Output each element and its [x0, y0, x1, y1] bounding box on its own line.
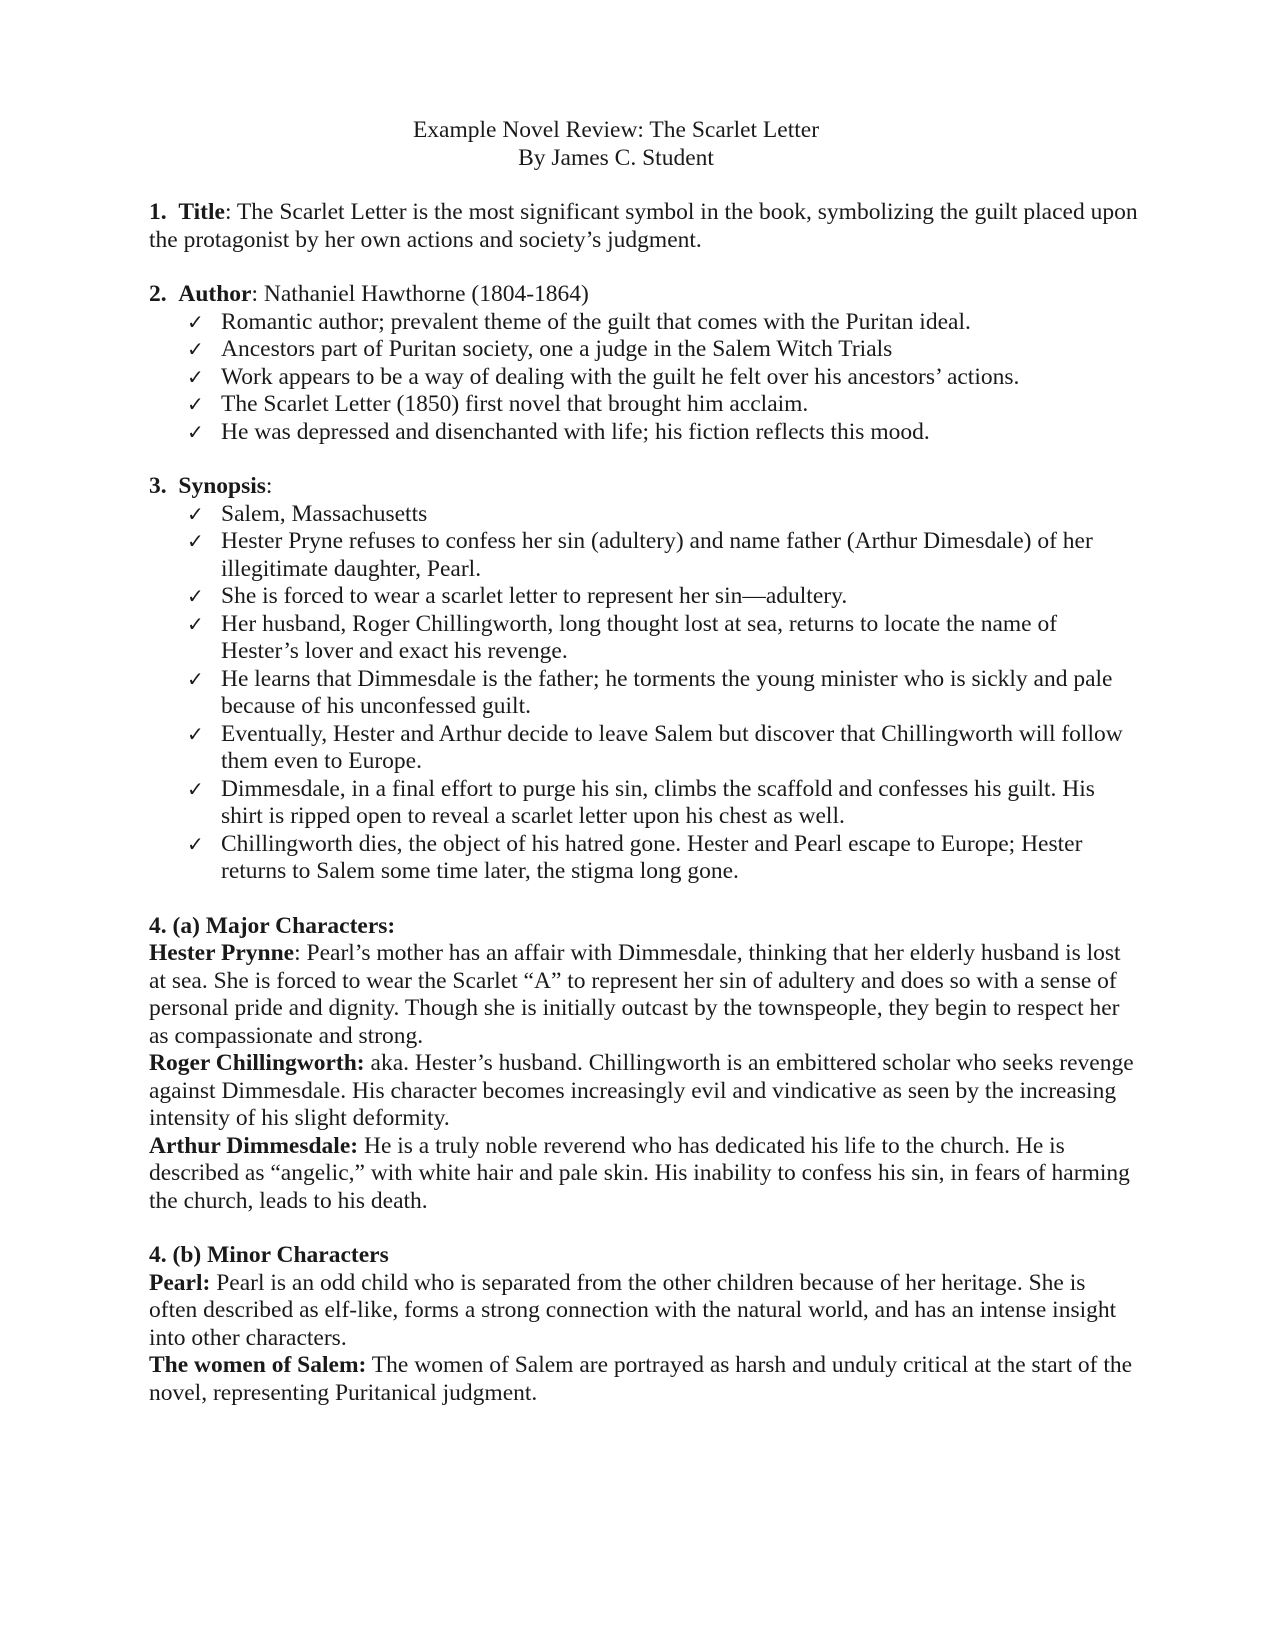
check-mark-icon: ✓	[187, 392, 204, 416]
character-description: The women of Salem are portrayed as harsh and unduly critical at the start of the novel, representing Puritanical judgment.	[149, 1352, 1133, 1406]
section-number: 1.	[149, 199, 167, 225]
section-minor-characters	[149, 1242, 1139, 1407]
synopsis-bullet-list	[149, 501, 1139, 886]
author-bullet-list	[149, 309, 1139, 447]
document-title: Example Novel Review: The Scarlet Letter	[412, 117, 820, 143]
document-page	[149, 117, 1139, 1407]
section-major-characters	[149, 913, 1139, 1216]
character-entry	[149, 1050, 1139, 1133]
section-text: : The Scarlet Letter is the most significant symbol in the book, symbolizing the guilt placed upon the protagonist by her own actions and society’s judgment.	[149, 199, 1138, 253]
check-mark-icon: ✓	[187, 584, 204, 608]
section-label: Synopsis	[178, 473, 266, 499]
list-item: ✓ Eventually, Hester and Arthur decide to leave Salem but discover that Chillingworth will follow them even to Europe.	[187, 720, 1123, 774]
section-heading: 4. (a) Major Characters:	[149, 912, 396, 939]
character-name: Roger Chillingworth:	[149, 1050, 365, 1076]
section-synopsis	[149, 473, 1139, 886]
section-title	[149, 199, 1139, 254]
section-label: Title	[178, 199, 225, 225]
check-mark-icon: ✓	[187, 309, 204, 334]
character-entry	[149, 1133, 1139, 1216]
list-item: ✓ The Scarlet Letter (1850) first novel that brought him acclaim.	[187, 391, 809, 417]
section-label: Author	[178, 281, 252, 307]
character-entry	[149, 940, 1139, 1050]
list-item: ✓ Dimmesdale, in a final effort to purge his sin, climbs the scaffold and confesses his guilt. His shirt is ripped open to reveal a scarlet letter upon his chest as well.	[187, 775, 1095, 829]
check-mark-icon: ✓	[187, 776, 204, 801]
list-item: ✓ Chillingworth dies, the object of his hatred gone. Hester and Pearl escape to Europe; Hester returns to Salem some time later, the stigma long gone.	[187, 830, 1083, 884]
character-description: : Pearl’s mother has an affair with Dimmesdale, thinking that her elderly husband is lost at sea. She is forced to wear the Scarlet “A” to represent her sin of adultery and does so with a sense of personal pride and dignity. Though she is initially outcast by the townspeople, they begin to respect her as compassionate and strong.	[149, 940, 1121, 1049]
section-heading: 4. (b) Minor Characters	[149, 1242, 389, 1268]
section-author	[149, 281, 1139, 446]
character-name: Arthur Dimmesdale:	[149, 1132, 359, 1159]
character-description: He is a truly noble reverend who has dedicated his life to the church. He is described as “angelic,” with white hair and pale skin. His inability to confess his sin, in fears of harming the church, leads to his death.	[149, 1132, 1130, 1214]
document-header	[121, 117, 1111, 172]
section-text: : Nathaniel Hawthorne (1804-1864)	[251, 281, 589, 307]
document-byline: By James C. Student	[518, 144, 714, 171]
check-mark-icon: ✓	[187, 721, 204, 746]
check-mark-icon: ✓	[187, 501, 204, 526]
list-item: ✓ Romantic author; prevalent theme of the guilt that comes with the Puritan ideal.	[187, 308, 971, 335]
section-number: 2.	[149, 281, 167, 307]
list-item: ✓ Salem, Massachusetts	[187, 500, 428, 527]
character-name: Hester Prynne	[149, 940, 295, 966]
check-mark-icon: ✓	[187, 337, 204, 361]
section-number: 3.	[149, 473, 167, 499]
character-entry	[149, 1270, 1139, 1353]
character-entry	[149, 1352, 1139, 1407]
list-item: ✓ Her husband, Roger Chillingworth, long thought lost at sea, returns to locate the name of Hester’s lover and exact his revenge.	[187, 610, 1058, 664]
check-mark-icon: ✓	[187, 611, 204, 636]
list-item: ✓ Ancestors part of Puritan society, one a judge in the Salem Witch Trials	[187, 336, 893, 362]
character-name: Pearl:	[149, 1269, 211, 1296]
list-item: ✓ Work appears to be a way of dealing with the guilt he felt over his ancestors’ actions.	[187, 363, 1020, 390]
check-mark-icon: ✓	[187, 364, 204, 389]
check-mark-icon: ✓	[187, 529, 204, 553]
character-description: aka. Hester’s husband. Chillingworth is an embittered scholar who seeks revenge against Dimmesdale. His character becomes increasingly evil and vindicative as seen by the increasing intensity of his slight deformity.	[149, 1050, 1134, 1131]
list-item: ✓ She is forced to wear a scarlet letter to represent her sin—adultery.	[187, 583, 848, 609]
list-item: ✓ Hester Pryne refuses to confess her sin (adultery) and name father (Arthur Dimesdale) of her illegitimate daughter, Pearl.	[187, 528, 1093, 582]
check-mark-icon: ✓	[187, 419, 204, 444]
list-item: ✓ He was depressed and disenchanted with life; his fiction reflects this mood.	[187, 418, 930, 445]
list-item: ✓ He learns that Dimmesdale is the father; he torments the young minister who is sickly and pale because of his unconfessed guilt.	[187, 665, 1113, 719]
check-mark-icon: ✓	[187, 666, 204, 691]
check-mark-icon: ✓	[187, 831, 204, 856]
character-description: Pearl is an odd child who is separated from the other children because of her heritage. She is often described as elf-like, forms a strong connection with the natural world, and has an intense insight into other characters.	[149, 1269, 1117, 1351]
section-text: :	[265, 473, 273, 499]
character-name: The women of Salem:	[149, 1352, 367, 1378]
